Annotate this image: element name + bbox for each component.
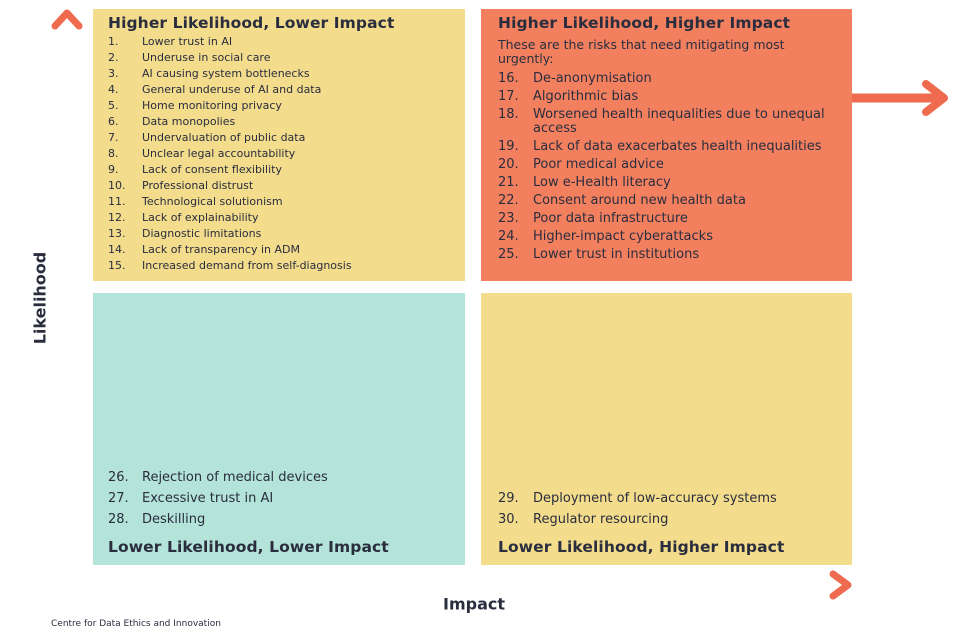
risk-text: Lack of consent flexibility [142, 163, 282, 176]
risk-number: 12. [108, 211, 126, 224]
quadrant-title: Higher Likelihood, Lower Impact [108, 14, 395, 32]
risk-text: Low e-Health literacy [533, 175, 671, 190]
risk-item [498, 138, 848, 156]
quadrant-title: Lower Likelihood, Higher Impact [498, 538, 785, 556]
risk-text: Regulator resourcing [533, 512, 669, 527]
impact-axis-arrow [96, 574, 848, 596]
risk-text: Home monitoring privacy [142, 99, 282, 112]
risk-number: 20. [498, 157, 519, 172]
risk-number: 4. [108, 83, 119, 96]
risk-text: Data monopolies [142, 115, 236, 128]
risk-item [108, 210, 352, 226]
risk-text: Professional distrust [142, 179, 254, 192]
risk-number: 6. [108, 115, 119, 128]
risk-number: 19. [498, 139, 519, 154]
risk-text: Deskilling [142, 512, 206, 527]
x-axis-label: Impact [442, 594, 506, 614]
risk-text: Algorithmic bias [533, 89, 639, 104]
risk-text: Lower trust in AI [142, 35, 233, 48]
risk-number: 27. [108, 491, 129, 506]
risk-number: 29. [498, 491, 519, 506]
risk-number: 28. [108, 512, 129, 527]
risk-number: 21. [498, 175, 519, 190]
risk-item [108, 242, 352, 258]
risk-item [108, 178, 352, 194]
risk-text: Consent around new health data [533, 193, 746, 208]
risk-item [498, 70, 848, 88]
risk-item [108, 98, 352, 114]
risk-item [108, 226, 352, 242]
risk-text: Increased demand from self-diagnosis [142, 259, 352, 272]
risk-text: Lack of data exacerbates health inequalities [533, 139, 822, 154]
risk-item [498, 228, 848, 246]
risk-text: Underuse in social care [142, 51, 271, 64]
risk-item [108, 66, 352, 82]
risk-text: Higher-impact cyberattacks [533, 229, 713, 244]
risk-text: Worsened health inequalities due to unequal access [533, 107, 825, 136]
risk-item [108, 146, 352, 162]
risk-item [498, 210, 848, 228]
risk-number: 14. [108, 243, 126, 256]
risk-item [108, 258, 352, 274]
risk-list [498, 70, 848, 264]
risk-number: 9. [108, 163, 119, 176]
risk-number: 22. [498, 193, 519, 208]
risk-text: Rejection of medical devices [142, 470, 328, 485]
risk-number: 23. [498, 211, 519, 226]
risk-item [108, 194, 352, 210]
risk-item [498, 246, 848, 264]
risk-list [108, 34, 352, 274]
risk-number: 25. [498, 247, 519, 262]
risk-item [498, 106, 848, 138]
risk-number: 13. [108, 227, 126, 240]
quadrant-intro: These are the risks that need mitigating most urgently: [498, 37, 785, 66]
risk-item [498, 488, 777, 509]
risk-text: De-anonymisation [533, 71, 652, 86]
risk-text: Diagnostic limitations [142, 227, 262, 240]
risk-item [108, 509, 328, 530]
risk-item [108, 50, 352, 66]
risk-text: AI causing system bottlenecks [142, 67, 310, 80]
quadrant-higher-likelihood-higher-impact [481, 9, 852, 281]
quadrant-higher-likelihood-lower-impact [93, 9, 465, 281]
quadrant-title: Lower Likelihood, Lower Impact [108, 538, 389, 556]
risk-list [498, 488, 777, 530]
risk-text: General underuse of AI and data [142, 83, 322, 96]
urgent-arrow [852, 84, 944, 112]
risk-item [498, 509, 777, 530]
risk-item [108, 467, 328, 488]
risk-number: 18. [498, 107, 519, 122]
y-axis-label: Likelihood [30, 251, 50, 345]
risk-item [108, 130, 352, 146]
risk-text: Excessive trust in AI [142, 491, 274, 506]
risk-list [108, 467, 328, 530]
risk-number: 1. [108, 35, 119, 48]
risk-item [498, 156, 848, 174]
risk-text: Poor medical advice [533, 157, 664, 172]
source-credit: Centre for Data Ethics and Innovation [51, 619, 221, 629]
risk-text: Lack of explainability [142, 211, 259, 224]
risk-number: 16. [498, 71, 519, 86]
quadrant-lower-likelihood-lower-impact [93, 293, 465, 565]
risk-text: Unclear legal accountability [142, 147, 296, 160]
risk-number: 3. [108, 67, 119, 80]
risk-number: 2. [108, 51, 119, 64]
likelihood-axis-arrow [55, 13, 79, 563]
risk-number: 17. [498, 89, 519, 104]
quadrant-lower-likelihood-higher-impact [481, 293, 852, 565]
risk-text: Lower trust in institutions [533, 247, 700, 262]
risk-item [108, 488, 328, 509]
risk-number: 24. [498, 229, 519, 244]
risk-text: Lack of transparency in ADM [142, 243, 300, 256]
risk-number: 7. [108, 131, 119, 144]
risk-number: 15. [108, 259, 126, 272]
risk-text: Poor data infrastructure [533, 211, 688, 226]
risk-number: 10. [108, 179, 126, 192]
risk-number: 5. [108, 99, 119, 112]
risk-number: 26. [108, 470, 129, 485]
risk-item [498, 192, 848, 210]
risk-number: 11. [108, 195, 126, 208]
risk-number: 30. [498, 512, 519, 527]
risk-item [108, 34, 352, 50]
risk-text: Deployment of low-accuracy systems [533, 491, 777, 506]
risk-item [108, 114, 352, 130]
risk-item [108, 162, 352, 178]
risk-text: Undervaluation of public data [142, 131, 306, 144]
risk-item [498, 88, 848, 106]
risk-item [108, 82, 352, 98]
risk-number: 8. [108, 147, 119, 160]
risk-text: Technological solutionism [142, 195, 283, 208]
risk-item [498, 174, 848, 192]
quadrant-title: Higher Likelihood, Higher Impact [498, 14, 791, 32]
